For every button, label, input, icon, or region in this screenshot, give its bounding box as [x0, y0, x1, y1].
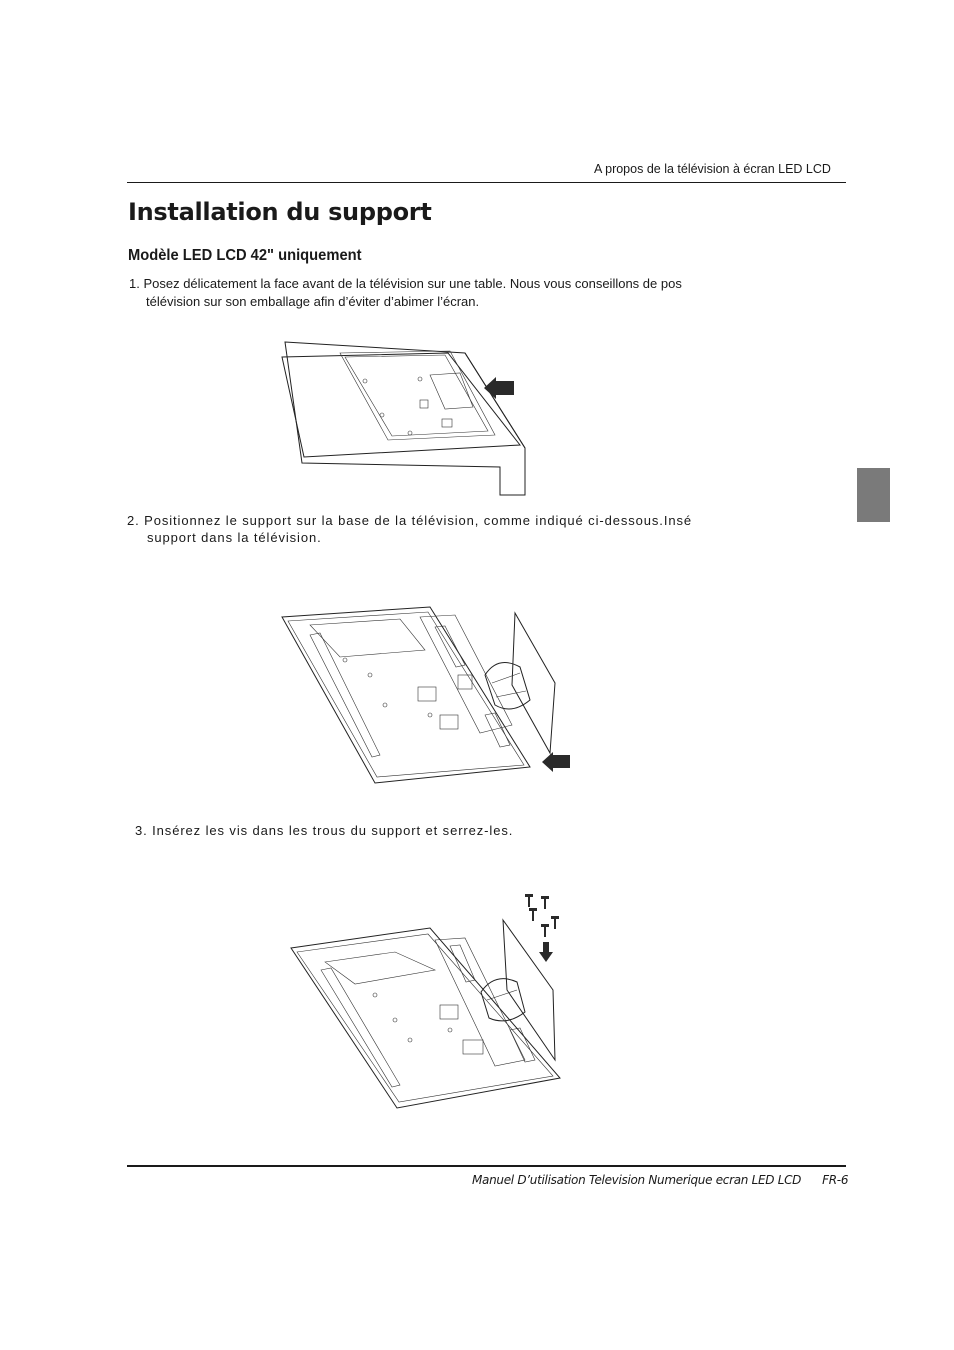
- stand: [485, 613, 555, 753]
- header-rule: [127, 182, 846, 183]
- arrow-down-icon: [539, 942, 553, 962]
- footer-manual-title: Manuel D’utilisation Television Numerique ecran LED LCD: [472, 1173, 802, 1187]
- step-2-line-1: 2. Positionnez le support sur la base de la télévision, comme indiqué ci-dessous.Insé: [127, 513, 692, 528]
- page-title: Installation du support: [128, 198, 432, 226]
- footer: [472, 1173, 848, 1187]
- running-header: A propos de la télévision à écran LED LCD: [594, 162, 831, 176]
- step-1-line-2: télévision sur son emballage afin d’éviter d’abimer l’écran.: [146, 294, 480, 309]
- arrow-left-icon: [484, 377, 514, 399]
- stand: [481, 920, 555, 1060]
- chapter-tab: [857, 468, 890, 522]
- tv-panel: [282, 351, 520, 457]
- screw-icon: [525, 894, 559, 937]
- illustration-insert-screws: [285, 890, 575, 1120]
- step-1-line-1: 1. Posez délicatement la face avant de la télévision sur une table. Nous vous conseillons de pos: [129, 276, 682, 291]
- page-number: FR-6: [822, 1173, 849, 1187]
- tv-back-panel: [291, 928, 560, 1108]
- tv-back-panel: [282, 607, 530, 783]
- illustration-tv-on-packaging: [270, 335, 540, 500]
- footer-rule: [127, 1165, 846, 1167]
- arrow-left-icon: [542, 752, 570, 772]
- step-2-line-2: support dans la télévision.: [147, 530, 322, 545]
- packaging-box: [285, 342, 525, 495]
- step-3-line-1: 3. Insérez les vis dans les trous du support et serrez-les.: [135, 823, 514, 838]
- illustration-position-stand: [280, 605, 580, 795]
- section-subtitle: Modèle LED LCD 42" uniquement: [128, 247, 362, 264]
